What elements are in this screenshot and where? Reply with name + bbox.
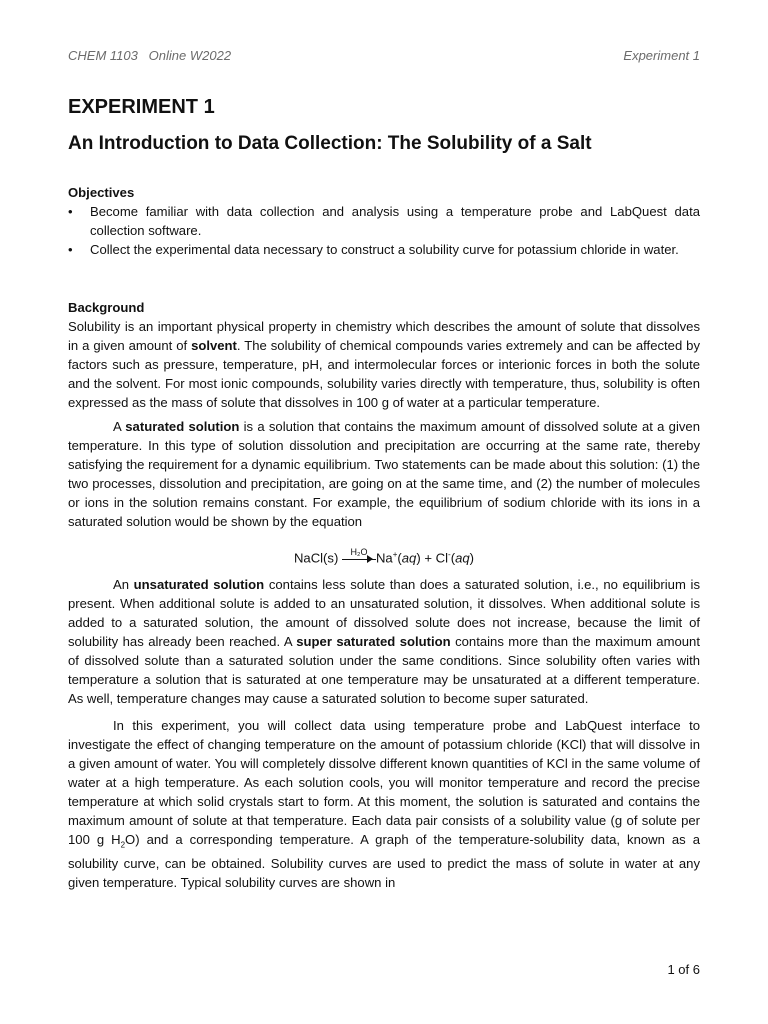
background-section <box>68 299 700 893</box>
term-solvent: solvent <box>191 337 237 353</box>
paragraph <box>68 418 700 531</box>
eq-ion: Cl <box>435 550 449 566</box>
objectives-heading: Objectives <box>68 185 135 200</box>
page-number: 1 of 6 <box>667 962 700 977</box>
eq-reactant: NaCl(s) <box>293 550 339 566</box>
page-title: EXPERIMENT 1 <box>68 96 215 118</box>
eq-plus: + <box>420 550 436 566</box>
eq-charge: - <box>448 549 451 559</box>
paragraph <box>68 717 700 893</box>
list-item <box>68 241 700 260</box>
list-item <box>68 203 700 241</box>
paragraph <box>68 576 700 708</box>
text-run: An <box>113 577 134 593</box>
background-heading: Background <box>68 300 145 315</box>
eq-charge: + <box>392 549 398 559</box>
text-run: A <box>113 419 126 435</box>
reaction-arrow-icon <box>342 546 376 561</box>
bullet-icon: • <box>68 241 73 257</box>
term-super-saturated-solution: super saturated solution <box>296 633 451 649</box>
objectives-section <box>68 184 700 260</box>
eq-state: aq <box>455 550 470 566</box>
text-run: Solubility is an important physical property in chemistry which describes the amount of solute that dissolves in a given amount of <box>68 318 700 353</box>
eq-ion: Na <box>375 550 393 566</box>
text-run: is a solution that contains the maximum amount of dissolved solute at a given temperature. In this type of solution dissolution and precipitation are occurring at the same rate, thereby satisfying the requirement for a dynamic equilibrium. Two statements can be made about this solution: (1) the two processes, dissolution and precipitation, are going on at the same time, and (2) the number of molecules or ions in the solution remains constant. For example, the equilibrium of sodium chloride with its ions in a saturated solution would be shown by the equation <box>68 419 700 529</box>
term-unsaturated-solution: unsaturated solution <box>133 577 265 593</box>
bullet-icon: • <box>68 203 73 219</box>
equation: NaCl(s) H₂O Na+(aq) + Cl-(aq) <box>68 546 700 568</box>
arrow-label: H₂O <box>350 546 368 557</box>
eq-state: aq <box>401 550 417 566</box>
objectives-list <box>68 203 700 260</box>
term-saturated-solution: saturated solution <box>125 419 240 435</box>
text-run: . The solubility of chemical compounds varies extremely and can be affected by factors such as pressure, temperature, pH, and intermolecular forces or interionic forces in both the solute and the solvent. For most ionic compounds, solubility varies directly with temperature, thus, solubility is often expressed as the mass of solute that dissolves in 100 g of water at a particular temperature. <box>68 337 700 410</box>
text-run: In this experiment, you will collect data using temperature probe and LabQuest interface to investigate the effect of changing temperature on the amount of potassium chloride (KCl) that will dissolve in a given amount of water. You will completely dissolve different known quantities of KCl in the same volume of water at a high temperature. As each solution cools, you will monitor temperature and record the precise temperature at which solid crystals start to form. At this moment, the solution is saturated and contains the maximum amount of solute at that temperature. Each data pair consists of a solubility value (g of solute per 100 g H <box>68 718 700 847</box>
paragraph <box>68 318 700 413</box>
page-subtitle: An Introduction to Data Collection: The Solubility of a Salt <box>68 133 592 154</box>
objective-text: Become familiar with data collection and analysis using a temperature probe and LabQuest data collection software. <box>90 203 700 238</box>
text-run: contains more than the maximum amount of dissolved solute than a saturated solution under the same conditions. Since solubility often varies with temperature a solution that is saturated at one temperature may be unsaturated at a different temperature. As well, temperature changes may cause a saturated solution to become super saturated. <box>68 633 700 706</box>
text-run: O) and a corresponding temperature. A graph of the temperature-solubility data, known as a solubility curve, can be obtained. Solubility curves are used to predict the mass of solute in water at any given temperature. Typical solubility curves are shown in <box>68 831 700 891</box>
course-header: CHEM 1103 Online W2022 <box>68 48 232 63</box>
text-run: contains less solute than does a saturated solution, i.e., no equilibrium is present. When additional solute is added to an unsaturated solution, it dissolves. When additional solute is added to a saturated solution, the amount of dissolved solute does not increase, because the limit of solubility has already been reached. A <box>68 577 700 649</box>
experiment-header: Experiment 1 <box>623 48 700 63</box>
objective-text: Collect the experimental data necessary to construct a solubility curve for potassium chloride in water. <box>90 241 679 257</box>
subscript: 2 <box>120 840 126 850</box>
